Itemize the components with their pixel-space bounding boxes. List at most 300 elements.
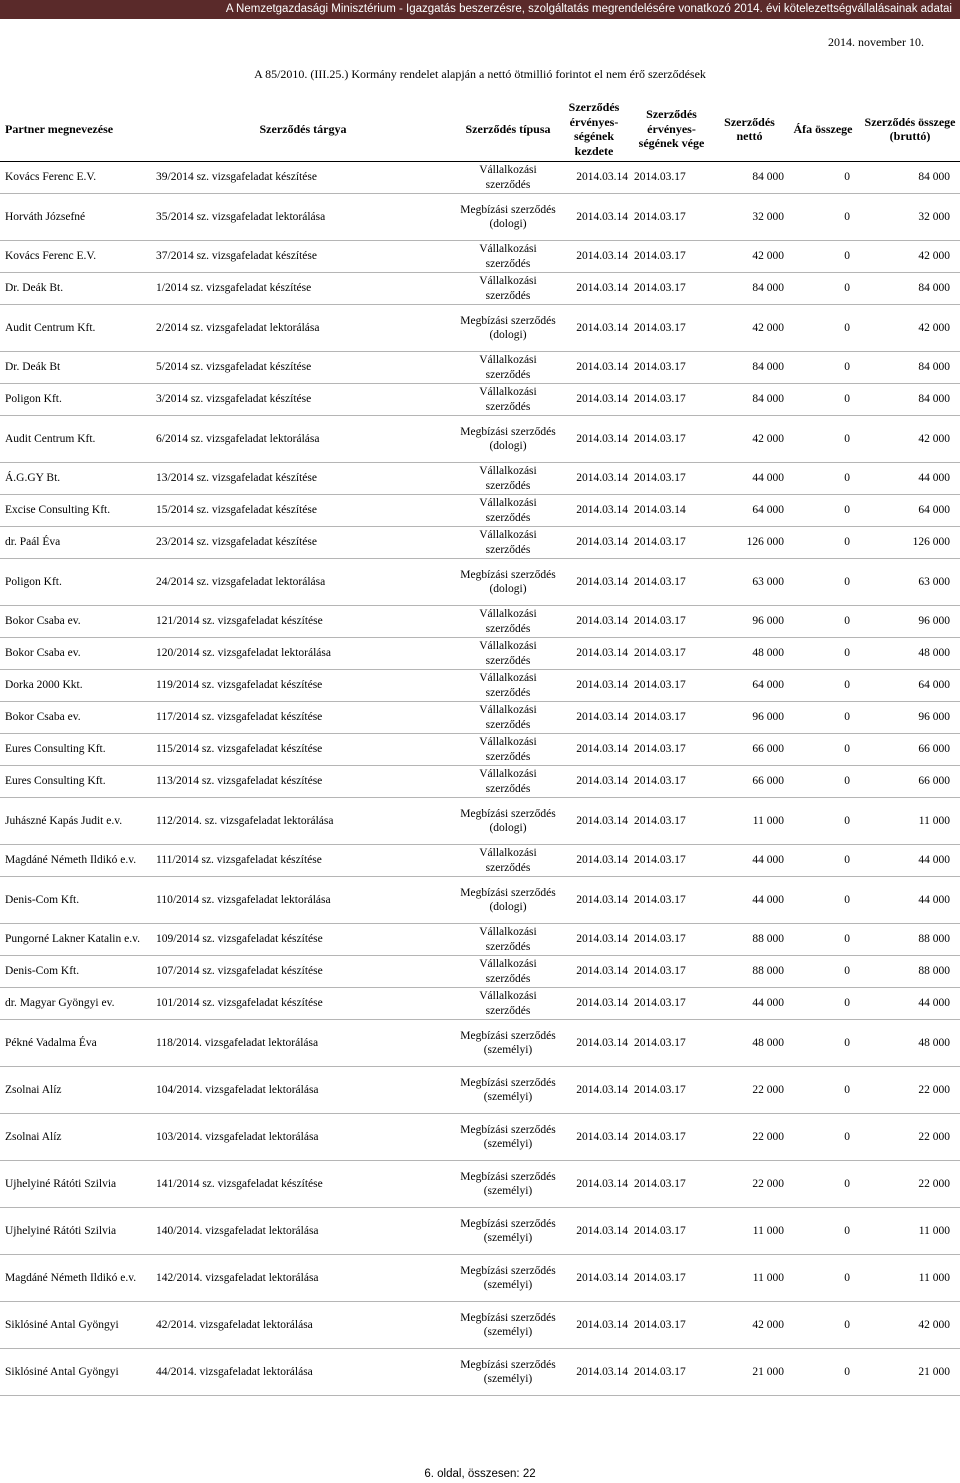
cell-gross: 42 000 [860,416,960,463]
cell-start: 2014.03.14 [558,956,630,988]
table-header-row [0,97,960,162]
cell-gross: 44 000 [860,877,960,924]
cell-subject: 2/2014 sz. vizsgafeladat lektorálása [148,305,458,352]
cell-net: 126 000 [713,527,786,559]
cell-start: 2014.03.14 [558,988,630,1020]
cell-type: Megbízási szerződés (dologi) [458,416,558,463]
cell-subject: 39/2014 sz. vizsgafeladat készítése [148,162,458,194]
table-row [0,162,960,194]
table-row [0,305,960,352]
cell-vat: 0 [786,463,860,495]
cell-start: 2014.03.14 [558,1302,630,1349]
cell-net: 11 000 [713,1208,786,1255]
cell-start: 2014.03.14 [558,559,630,606]
table-row [0,463,960,495]
cell-type: Megbízási szerződés (személyi) [458,1067,558,1114]
cell-net: 42 000 [713,416,786,463]
cell-vat: 0 [786,559,860,606]
cell-subject: 35/2014 sz. vizsgafeladat lektorálása [148,194,458,241]
cell-gross: 42 000 [860,305,960,352]
cell-gross: 84 000 [860,352,960,384]
cell-partner: Eures Consulting Kft. [0,766,148,798]
cell-vat: 0 [786,194,860,241]
cell-gross: 44 000 [860,988,960,1020]
table-row [0,241,960,273]
cell-partner: Audit Centrum Kft. [0,416,148,463]
table-row [0,924,960,956]
cell-type: Vállalkozási szerződés [458,273,558,305]
cell-net: 44 000 [713,988,786,1020]
cell-type: Megbízási szerződés (személyi) [458,1255,558,1302]
cell-type: Vállalkozási szerződés [458,702,558,734]
cell-vat: 0 [786,416,860,463]
cell-subject: 15/2014 sz. vizsgafeladat készítése [148,495,458,527]
cell-partner: Juhászné Kapás Judit e.v. [0,798,148,845]
cell-end: 2014.03.17 [630,416,713,463]
cell-gross: 84 000 [860,162,960,194]
table-row [0,416,960,463]
cell-type: Vállalkozási szerződés [458,352,558,384]
cell-net: 64 000 [713,670,786,702]
cell-vat: 0 [786,305,860,352]
cell-type: Vállalkozási szerződés [458,845,558,877]
cell-vat: 0 [786,1255,860,1302]
cell-vat: 0 [786,162,860,194]
contracts-table [0,97,960,1396]
table-row [0,1067,960,1114]
cell-net: 66 000 [713,766,786,798]
cell-partner: Pungorné Lakner Katalin e.v. [0,924,148,956]
cell-start: 2014.03.14 [558,1020,630,1067]
cell-partner: Kovács Ferenc E.V. [0,241,148,273]
cell-start: 2014.03.14 [558,798,630,845]
cell-vat: 0 [786,988,860,1020]
cell-partner: Poligon Kft. [0,559,148,606]
cell-subject: 23/2014 sz. vizsgafeladat készítése [148,527,458,559]
cell-end: 2014.03.17 [630,845,713,877]
cell-gross: 88 000 [860,956,960,988]
cell-subject: 5/2014 sz. vizsgafeladat készítése [148,352,458,384]
cell-gross: 63 000 [860,559,960,606]
cell-subject: 101/2014 sz. vizsgafeladat készítése [148,988,458,1020]
cell-end: 2014.03.17 [630,1114,713,1161]
table-row [0,273,960,305]
cell-vat: 0 [786,798,860,845]
table-row [0,1208,960,1255]
cell-partner: Bokor Csaba ev. [0,702,148,734]
cell-vat: 0 [786,384,860,416]
cell-gross: 22 000 [860,1114,960,1161]
cell-partner: dr. Paál Éva [0,527,148,559]
table-row [0,702,960,734]
cell-subject: 104/2014. vizsgafeladat lektorálása [148,1067,458,1114]
cell-start: 2014.03.14 [558,527,630,559]
cell-subject: 117/2014 sz. vizsgafeladat készítése [148,702,458,734]
cell-type: Vállalkozási szerződés [458,766,558,798]
table-row [0,1255,960,1302]
cell-gross: 44 000 [860,845,960,877]
cell-start: 2014.03.14 [558,416,630,463]
cell-subject: 140/2014. vizsgafeladat lektorálása [148,1208,458,1255]
cell-vat: 0 [786,766,860,798]
cell-net: 42 000 [713,241,786,273]
table-row [0,352,960,384]
cell-subject: 6/2014 sz. vizsgafeladat lektorálása [148,416,458,463]
cell-vat: 0 [786,638,860,670]
cell-partner: Excise Consulting Kft. [0,495,148,527]
cell-partner: Dr. Deák Bt [0,352,148,384]
cell-net: 64 000 [713,495,786,527]
cell-end: 2014.03.17 [630,924,713,956]
cell-net: 44 000 [713,877,786,924]
cell-type: Vállalkozási szerződés [458,734,558,766]
cell-subject: 107/2014 sz. vizsgafeladat készítése [148,956,458,988]
cell-subject: 119/2014 sz. vizsgafeladat készítése [148,670,458,702]
cell-end: 2014.03.17 [630,956,713,988]
cell-subject: 141/2014 sz. vizsgafeladat készítése [148,1161,458,1208]
cell-type: Megbízási szerződés (személyi) [458,1208,558,1255]
cell-gross: 11 000 [860,798,960,845]
cell-partner: Horváth Józsefné [0,194,148,241]
cell-start: 2014.03.14 [558,924,630,956]
cell-end: 2014.03.17 [630,559,713,606]
cell-start: 2014.03.14 [558,702,630,734]
cell-gross: 96 000 [860,702,960,734]
cell-vat: 0 [786,1208,860,1255]
cell-subject: 44/2014. vizsgafeladat lektorálása [148,1349,458,1396]
cell-type: Vállalkozási szerződés [458,162,558,194]
table-row [0,1302,960,1349]
cell-net: 22 000 [713,1067,786,1114]
table-row [0,559,960,606]
cell-net: 11 000 [713,798,786,845]
table-row [0,194,960,241]
cell-start: 2014.03.14 [558,877,630,924]
cell-subject: 111/2014 sz. vizsgafeladat készítése [148,845,458,877]
cell-vat: 0 [786,734,860,766]
cell-net: 48 000 [713,1020,786,1067]
cell-subject: 42/2014. vizsgafeladat lektorálása [148,1302,458,1349]
col-header-partner: Partner megnevezése [0,97,148,162]
col-header-start: Szerződés érvényes-ségének kezdete [558,97,630,162]
cell-net: 66 000 [713,734,786,766]
cell-type: Megbízási szerződés (személyi) [458,1161,558,1208]
cell-net: 63 000 [713,559,786,606]
cell-partner: Audit Centrum Kft. [0,305,148,352]
cell-start: 2014.03.14 [558,1255,630,1302]
cell-end: 2014.03.17 [630,305,713,352]
cell-vat: 0 [786,606,860,638]
cell-vat: 0 [786,924,860,956]
cell-vat: 0 [786,1349,860,1396]
cell-subject: 112/2014. sz. vizsgafeladat lektorálása [148,798,458,845]
cell-type: Vállalkozási szerződés [458,670,558,702]
cell-start: 2014.03.14 [558,241,630,273]
cell-net: 88 000 [713,924,786,956]
cell-partner: Dr. Deák Bt. [0,273,148,305]
cell-start: 2014.03.14 [558,305,630,352]
cell-type: Megbízási szerződés (dologi) [458,798,558,845]
cell-end: 2014.03.14 [630,495,713,527]
cell-net: 84 000 [713,352,786,384]
document-date: 2014. november 10. [828,35,924,49]
cell-subject: 113/2014 sz. vizsgafeladat készítése [148,766,458,798]
cell-end: 2014.03.17 [630,1302,713,1349]
cell-start: 2014.03.14 [558,463,630,495]
cell-end: 2014.03.17 [630,877,713,924]
cell-vat: 0 [786,1161,860,1208]
table-row [0,734,960,766]
cell-subject: 1/2014 sz. vizsgafeladat készítése [148,273,458,305]
cell-gross: 66 000 [860,766,960,798]
cell-start: 2014.03.14 [558,638,630,670]
cell-end: 2014.03.17 [630,463,713,495]
cell-start: 2014.03.14 [558,162,630,194]
cell-end: 2014.03.17 [630,352,713,384]
cell-vat: 0 [786,956,860,988]
cell-partner: Siklósiné Antal Gyöngyi [0,1349,148,1396]
col-header-gross: Szerződés összege (bruttó) [860,97,960,162]
cell-start: 2014.03.14 [558,1349,630,1396]
page-number: 6. oldal, összesen: 22 [424,1468,536,1480]
cell-vat: 0 [786,527,860,559]
cell-start: 2014.03.14 [558,273,630,305]
table-row [0,606,960,638]
cell-type: Megbízási szerződés (személyi) [458,1020,558,1067]
cell-partner: dr. Magyar Gyöngyi ev. [0,988,148,1020]
cell-gross: 66 000 [860,734,960,766]
cell-end: 2014.03.17 [630,273,713,305]
cell-start: 2014.03.14 [558,1114,630,1161]
table-row [0,1161,960,1208]
cell-start: 2014.03.14 [558,670,630,702]
cell-type: Megbízási szerződés (dologi) [458,877,558,924]
cell-gross: 42 000 [860,241,960,273]
cell-gross: 96 000 [860,606,960,638]
table-row [0,1114,960,1161]
cell-partner: Eures Consulting Kft. [0,734,148,766]
cell-type: Vállalkozási szerződés [458,924,558,956]
cell-end: 2014.03.17 [630,1161,713,1208]
cell-type: Vállalkozási szerződés [458,988,558,1020]
cell-type: Vállalkozási szerződés [458,956,558,988]
cell-subject: 120/2014 sz. vizsgafeladat lektorálása [148,638,458,670]
cell-start: 2014.03.14 [558,606,630,638]
cell-net: 22 000 [713,1114,786,1161]
cell-subject: 142/2014. vizsgafeladat lektorálása [148,1255,458,1302]
cell-partner: Ujhelyiné Rátóti Szilvia [0,1208,148,1255]
cell-type: Vállalkozási szerződés [458,638,558,670]
cell-partner: Zsolnai Alíz [0,1114,148,1161]
table-row [0,527,960,559]
cell-net: 32 000 [713,194,786,241]
cell-end: 2014.03.17 [630,527,713,559]
cell-subject: 118/2014. vizsgafeladat lektorálása [148,1020,458,1067]
cell-type: Vállalkozási szerződés [458,495,558,527]
cell-net: 88 000 [713,956,786,988]
table-row [0,766,960,798]
cell-end: 2014.03.17 [630,638,713,670]
cell-vat: 0 [786,495,860,527]
col-header-end: Szerződés érvényes-ségének vége [630,97,713,162]
cell-start: 2014.03.14 [558,734,630,766]
cell-subject: 3/2014 sz. vizsgafeladat készítése [148,384,458,416]
cell-partner: Dorka 2000 Kkt. [0,670,148,702]
cell-partner: Denis-Com Kft. [0,877,148,924]
cell-end: 2014.03.17 [630,1349,713,1396]
cell-gross: 88 000 [860,924,960,956]
cell-partner: Poligon Kft. [0,384,148,416]
cell-type: Megbízási szerződés (személyi) [458,1114,558,1161]
cell-partner: Pékné Vadalma Éva [0,1020,148,1067]
cell-net: 44 000 [713,845,786,877]
cell-gross: 11 000 [860,1255,960,1302]
cell-subject: 24/2014 sz. vizsgafeladat lektorálása [148,559,458,606]
table-row [0,1349,960,1396]
cell-gross: 126 000 [860,527,960,559]
cell-partner: Magdáné Németh Ildikó e.v. [0,845,148,877]
table-row [0,495,960,527]
cell-start: 2014.03.14 [558,352,630,384]
table-row [0,877,960,924]
cell-net: 11 000 [713,1255,786,1302]
document-banner: A Nemzetgazdasági Minisztérium - Igazgatás beszerzésre, szolgáltatás megrendelésére vonatkozó 2014. évi kötelezettségvállalásainak adatai [0,0,960,19]
table-row [0,384,960,416]
cell-gross: 84 000 [860,273,960,305]
cell-gross: 22 000 [860,1067,960,1114]
cell-gross: 64 000 [860,670,960,702]
cell-partner: Á.G.GY Bt. [0,463,148,495]
cell-start: 2014.03.14 [558,1067,630,1114]
table-row [0,956,960,988]
cell-subject: 13/2014 sz. vizsgafeladat készítése [148,463,458,495]
cell-end: 2014.03.17 [630,162,713,194]
cell-gross: 84 000 [860,384,960,416]
cell-end: 2014.03.17 [630,1255,713,1302]
cell-gross: 64 000 [860,495,960,527]
cell-type: Vállalkozási szerződés [458,384,558,416]
cell-gross: 48 000 [860,638,960,670]
cell-start: 2014.03.14 [558,766,630,798]
cell-net: 22 000 [713,1161,786,1208]
cell-gross: 21 000 [860,1349,960,1396]
cell-end: 2014.03.17 [630,798,713,845]
cell-partner: Bokor Csaba ev. [0,638,148,670]
cell-vat: 0 [786,1302,860,1349]
cell-subject: 115/2014 sz. vizsgafeladat készítése [148,734,458,766]
col-header-net: Szerződés nettó [713,97,786,162]
cell-start: 2014.03.14 [558,384,630,416]
cell-end: 2014.03.17 [630,1020,713,1067]
cell-type: Vállalkozási szerződés [458,241,558,273]
cell-net: 96 000 [713,606,786,638]
cell-vat: 0 [786,845,860,877]
table-row [0,845,960,877]
cell-subject: 110/2014 sz. vizsgafeladat lektorálása [148,877,458,924]
table-row [0,1020,960,1067]
cell-end: 2014.03.17 [630,766,713,798]
cell-end: 2014.03.17 [630,241,713,273]
cell-partner: Zsolnai Alíz [0,1067,148,1114]
cell-net: 84 000 [713,273,786,305]
cell-vat: 0 [786,702,860,734]
cell-vat: 0 [786,670,860,702]
cell-net: 84 000 [713,162,786,194]
table-row [0,988,960,1020]
cell-subject: 121/2014 sz. vizsgafeladat készítése [148,606,458,638]
cell-subject: 37/2014 sz. vizsgafeladat készítése [148,241,458,273]
cell-gross: 48 000 [860,1020,960,1067]
cell-net: 42 000 [713,1302,786,1349]
cell-partner: Magdáné Németh Ildikó e.v. [0,1255,148,1302]
cell-end: 2014.03.17 [630,384,713,416]
cell-start: 2014.03.14 [558,495,630,527]
cell-start: 2014.03.14 [558,1161,630,1208]
cell-gross: 11 000 [860,1208,960,1255]
cell-vat: 0 [786,352,860,384]
cell-end: 2014.03.17 [630,1208,713,1255]
cell-type: Megbízási szerződés (dologi) [458,194,558,241]
cell-type: Vállalkozási szerződés [458,606,558,638]
col-header-subject: Szerződés tárgya [148,97,458,162]
cell-type: Vállalkozási szerződés [458,527,558,559]
cell-vat: 0 [786,1020,860,1067]
col-header-vat: Áfa összege [786,97,860,162]
col-header-type: Szerződés típusa [458,97,558,162]
cell-gross: 42 000 [860,1302,960,1349]
cell-end: 2014.03.17 [630,670,713,702]
table-row [0,670,960,702]
cell-net: 48 000 [713,638,786,670]
document-subtitle: A 85/2010. (III.25.) Kormány rendelet alapján a nettó ötmillió forintot el nem érő szerződések [254,67,706,81]
cell-vat: 0 [786,877,860,924]
cell-vat: 0 [786,1114,860,1161]
cell-start: 2014.03.14 [558,845,630,877]
cell-end: 2014.03.17 [630,1067,713,1114]
cell-gross: 22 000 [860,1161,960,1208]
cell-type: Megbízási szerződés (dologi) [458,305,558,352]
cell-subject: 103/2014. vizsgafeladat lektorálása [148,1114,458,1161]
cell-partner: Siklósiné Antal Gyöngyi [0,1302,148,1349]
cell-net: 96 000 [713,702,786,734]
table-row [0,638,960,670]
cell-net: 42 000 [713,305,786,352]
cell-end: 2014.03.17 [630,194,713,241]
cell-type: Megbízási szerződés (személyi) [458,1302,558,1349]
cell-end: 2014.03.17 [630,606,713,638]
cell-partner: Bokor Csaba ev. [0,606,148,638]
cell-end: 2014.03.17 [630,702,713,734]
cell-subject: 109/2014 sz. vizsgafeladat készítése [148,924,458,956]
cell-vat: 0 [786,273,860,305]
table-row [0,798,960,845]
cell-type: Megbízási szerződés (dologi) [458,559,558,606]
cell-gross: 32 000 [860,194,960,241]
cell-gross: 44 000 [860,463,960,495]
cell-net: 21 000 [713,1349,786,1396]
cell-end: 2014.03.17 [630,988,713,1020]
cell-start: 2014.03.14 [558,1208,630,1255]
cell-start: 2014.03.14 [558,194,630,241]
cell-type: Megbízási szerződés (személyi) [458,1349,558,1396]
cell-partner: Denis-Com Kft. [0,956,148,988]
cell-partner: Kovács Ferenc E.V. [0,162,148,194]
cell-end: 2014.03.17 [630,734,713,766]
cell-vat: 0 [786,1067,860,1114]
cell-partner: Ujhelyiné Rátóti Szilvia [0,1161,148,1208]
cell-type: Vállalkozási szerződés [458,463,558,495]
cell-vat: 0 [786,241,860,273]
